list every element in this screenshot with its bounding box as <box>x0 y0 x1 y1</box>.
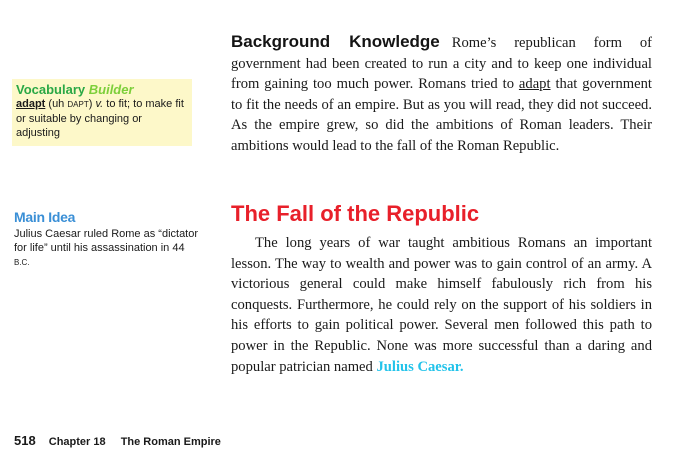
main-idea-body: Julius Caesar ruled Rome as “dictator for life” until his assassination in 44 <box>14 228 199 254</box>
julius-caesar-name: Julius Caesar. <box>376 358 464 375</box>
vocabulary-term: adapt <box>16 98 46 110</box>
main-idea-text <box>14 227 199 270</box>
pronunciation-open: (uh <box>48 98 68 110</box>
vocab-term-in-text: adapt <box>518 76 551 93</box>
page-footer <box>14 433 221 448</box>
part-of-speech: v. <box>95 98 104 110</box>
vocabulary-definition <box>16 97 188 140</box>
main-idea-box <box>14 209 199 270</box>
background-text-after: that government to fit the needs of an empire. But as you will read, they did not succeed. As the empire grew, so did the ambitions of Roman leaders. Their ambitions would lead to the fall of the Roman Republic. <box>231 76 652 154</box>
main-idea-era: B.C. <box>14 258 30 267</box>
section-paragraph <box>231 233 652 377</box>
vocabulary-builder-box <box>12 79 192 146</box>
background-text-before: Rome’s republican form of government had been created to run a city and to keep one individual from gaining too much power. Romans tried to <box>231 35 652 93</box>
background-knowledge-paragraph <box>231 32 652 157</box>
pronunciation-close: ) <box>88 98 93 110</box>
vocabulary-builder-title <box>16 82 188 97</box>
definition-text: to fit; to make fit or suitable by changing or adjusting <box>16 98 184 139</box>
background-knowledge-heading: Background Knowledge <box>231 32 440 51</box>
chapter-label: Chapter 18 <box>48 436 106 448</box>
section-paragraph-text: The long years of war taught ambitious Romans an important lesson. The way to wealth and power was to gain control of an army. A victorious general could make himself fabulously rich from his conquests. Furthermore, he could rely on the support of his soldiers in his efforts to gain political power. Several men followed this path to power in the Republic. None was more successful than a daring and popular patrician named <box>231 235 652 375</box>
section-heading: The Fall of the Republic <box>231 201 480 226</box>
main-idea-title: Main Idea <box>14 209 76 225</box>
pronunciation-stress: DAPT <box>67 100 89 109</box>
page-number: 518 <box>14 433 36 448</box>
builder-label: Builder <box>88 82 134 97</box>
vocabulary-label: Vocabulary <box>16 82 86 97</box>
chapter-title: The Roman Empire <box>120 436 221 448</box>
